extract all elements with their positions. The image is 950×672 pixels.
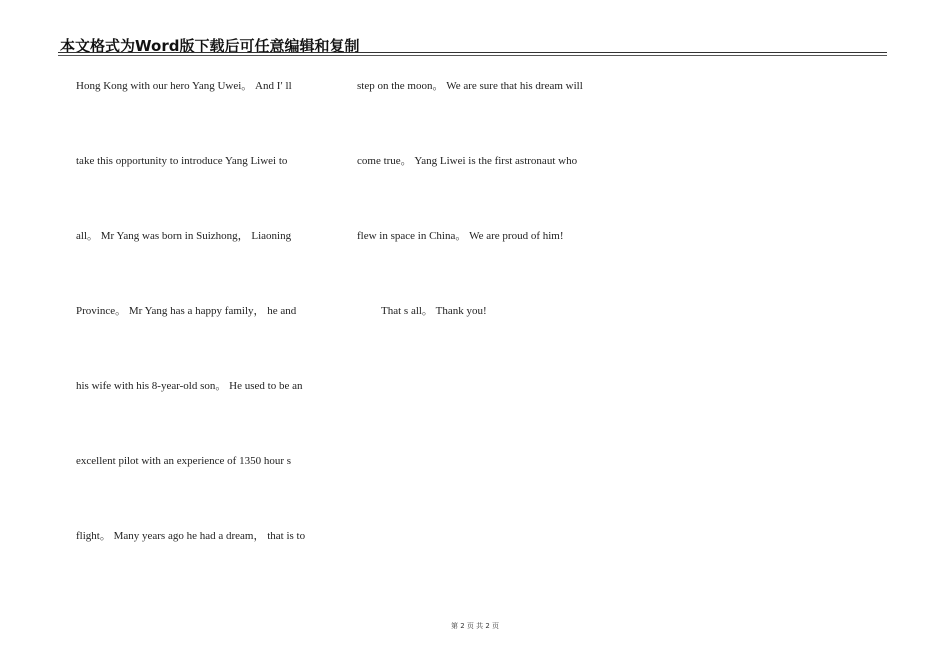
left-column-line: take this opportunity to introduce Yang Liwei to xyxy=(76,155,288,167)
left-column-line: flight。 Many years ago he had a dream， that is to xyxy=(76,530,306,542)
right-column-line: step on the moon。 We are sure that his dream will xyxy=(357,80,583,92)
page-number-footer: 第 2 页 共 2 页 xyxy=(450,622,500,630)
header-divider-thick xyxy=(58,52,887,53)
right-column-line: come true。 Yang Liwei is the first astronaut who xyxy=(357,155,578,167)
left-column-line: all。 Mr Yang was born in Suizhong， Liaoning xyxy=(76,230,292,242)
right-column-closing-line: That s all。 Thank you! xyxy=(381,305,487,317)
left-column-line: his wife with his 8-year-old son。 He used to be an xyxy=(76,380,303,392)
left-column-line: excellent pilot with an experience of 1350 hour s xyxy=(76,455,292,467)
left-column-line: Province。 Mr Yang has a happy family， he and xyxy=(76,305,297,317)
left-column-line: Hong Kong with our hero Yang Uwei。 And I′ ll xyxy=(76,80,292,92)
document-header-title: 本文格式为Word版下载后可任意编辑和复制 xyxy=(60,37,360,55)
header-divider-thin xyxy=(58,55,887,56)
right-column-line: flew in space in China。 We are proud of him! xyxy=(357,230,564,242)
